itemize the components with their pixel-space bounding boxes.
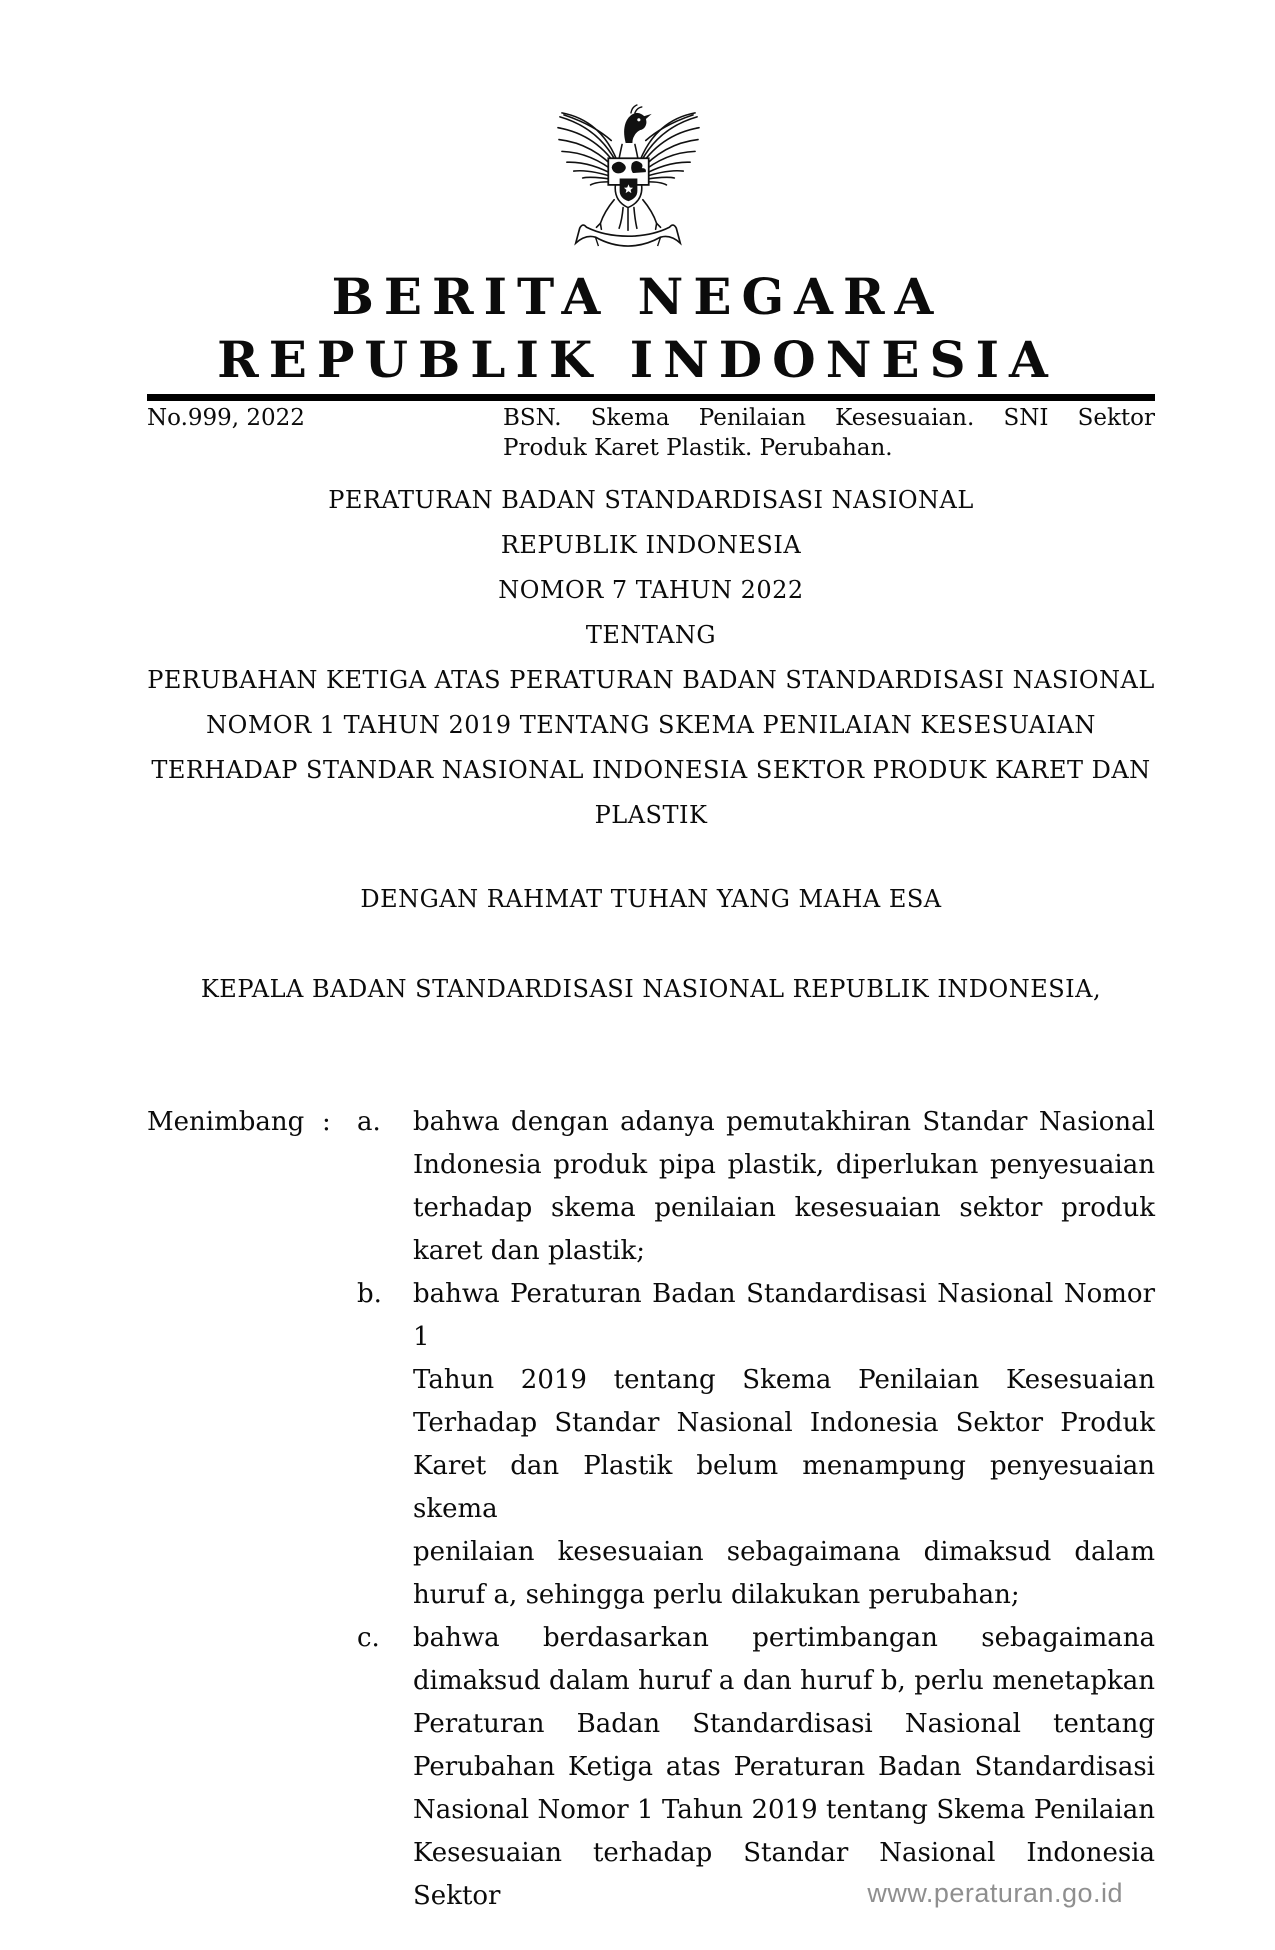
consideration-line: bahwa Peraturan Badan Standardisasi Nasional Nomor 1 [413,1279,1155,1352]
consideration-line: karet dan plastik; [413,1236,646,1266]
consideration-line: Kesesuaian terhadap Standar Nasional Indonesia Sektor [413,1838,1155,1911]
consideration-letter: b. [357,1279,382,1309]
regulation-title-line: PLASTIK [594,801,708,829]
consideration-line: Nasional Nomor 1 Tahun 2019 tentang Skema Penilaian [413,1795,1155,1825]
consideration-line: Peraturan Badan Standardisasi Nasional tentang [413,1709,1155,1739]
consideration-item-c [147,1617,1155,1918]
gazette-number: No.999, 2022 [147,405,305,431]
gazette-subject-line: BSN. Skema Penilaian Kesesuaian. SNI Sektor [503,405,1155,431]
masthead-rule [147,394,1155,401]
consideration-text [413,1273,1155,1617]
footer-source-url: www.peraturan.go.id [867,1878,1123,1908]
consideration-letter: a. [357,1107,381,1137]
invocation-line: DENGAN RAHMAT TUHAN YANG MAHA ESA [360,885,942,913]
garuda-pancasila-emblem-icon [557,100,700,255]
consideration-item-b [147,1273,1155,1617]
masthead-subtitle: REPUBLIK INDONESIA [217,330,1058,389]
regulation-title-line: PERATURAN BADAN STANDARDISASI NASIONAL [328,486,974,514]
consideration-colon: : [322,1107,331,1137]
regulation-title-line: TERHADAP STANDAR NASIONAL INDONESIA SEKTOR PRODUK KARET DAN [151,756,1151,784]
consideration-item-a [147,1101,1155,1273]
consideration-text [413,1617,1155,1918]
considerations-section [147,1101,1155,1918]
consideration-text [413,1101,1155,1273]
regulation-title-line: TENTANG [585,621,717,649]
consideration-line: Tahun 2019 tentang Skema Penilaian Kesesuaian [413,1365,1155,1395]
consideration-line: Karet dan Plastik belum menampung penyesuaian skema [413,1451,1155,1524]
gazette-subject [503,403,1155,463]
consideration-line: terhadap skema penilaian kesesuaian sektor produk [413,1193,1155,1223]
official-line: KEPALA BADAN STANDARDISASI NASIONAL REPUBLIK INDONESIA, [200,975,1102,1003]
consideration-line: bahwa berdasarkan pertimbangan sebagaimana [413,1623,1155,1653]
gazette-subject-line: Produk Karet Plastik. Perubahan. [503,435,893,461]
regulation-title-line: NOMOR 1 TAHUN 2019 TENTANG SKEMA PENILAIAN KESESUAIAN [206,711,1096,739]
consideration-line: Indonesia produk pipa plastik, diperlukan penyesuaian [413,1150,1155,1180]
consideration-line: Perubahan Ketiga atas Peraturan Badan Standardisasi [413,1752,1155,1782]
consideration-line: penilaian kesesuaian sebagaimana dimaksud dalam [413,1537,1155,1567]
consideration-line: huruf a, sehingga perlu dilakukan perubahan; [413,1580,1020,1610]
consideration-letter: c. [357,1623,380,1653]
regulation-title-line: PERUBAHAN KETIGA ATAS PERATURAN BADAN STANDARDISASI NASIONAL [147,666,1155,694]
regulation-title-line: NOMOR 7 TAHUN 2022 [498,576,804,604]
consideration-line: bahwa dengan adanya pemutakhiran Standar Nasional [413,1107,1155,1137]
regulation-title-block [147,478,1155,838]
consideration-label: Menimbang [147,1107,305,1137]
gazette-annotation [147,403,1155,463]
consideration-line: dimaksud dalam huruf a dan huruf b, perlu menetapkan [413,1666,1155,1696]
consideration-line: Terhadap Standar Nasional Indonesia Sektor Produk [413,1408,1155,1438]
regulation-title-line: REPUBLIK INDONESIA [500,531,802,559]
masthead-title: BERITA NEGARA [331,267,944,326]
